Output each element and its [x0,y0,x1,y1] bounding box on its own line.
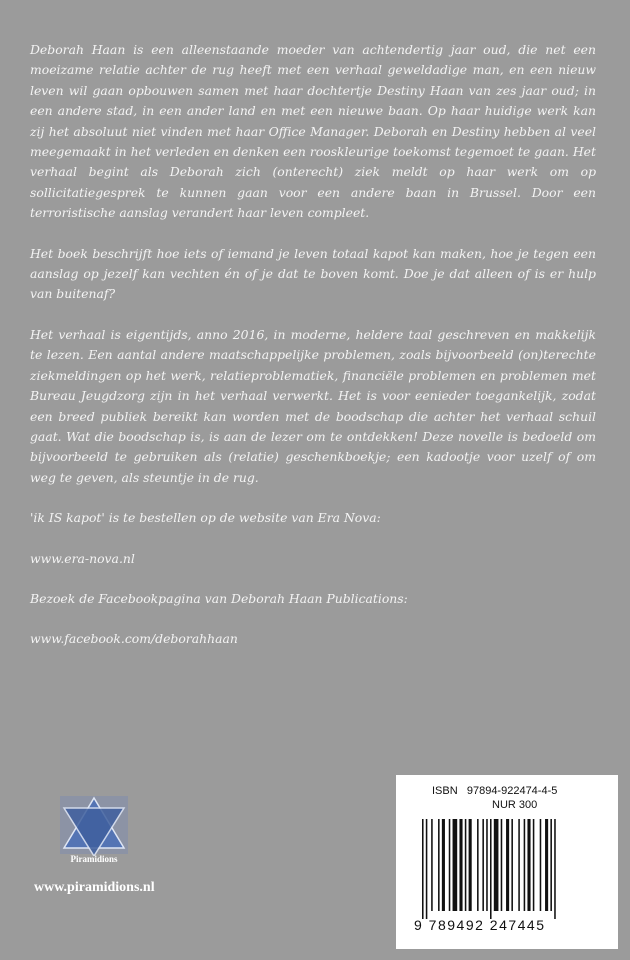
facebook-line: Bezoek de Facebookpagina van Deborah Haan Publications: [30,590,408,606]
publisher-logo [56,796,132,876]
blurb-text [30,40,596,670]
blurb-paragraph-2: Het boek beschrijft hoe iets of iemand je leven totaal kapot kan maken, hoe je tegen een aanslag op jezelf kan vechten én of je dat te boven komt. Doe je dat alleen of is er hulp van buitenaf? [30,245,596,302]
publisher-url: www.piramidions.nl [34,880,155,895]
barcode-panel [396,775,618,949]
blurb-paragraph-1: Deborah Haan is een alleenstaande moeder van achtendertig jaar oud, die net een moeizame relatie achter de rug heeft met een verhaal geweldadige man, en een nieuw leven wil gaan opbouwen samen met haar dochtertje Destiny Haan van zes jaar oud; in een andere stad, in een ander land en met een nieuwe baan. Op haar huidige werk kan zij het absoluut niet vinden met haar Office Manager. Deborah en Destiny hebben al veel meegemaakt in het verleden en denken een rooskleurige toekomst tegemoet te gaan. Het verhaal begint als Deborah zich (onterecht) ziek meldt op haar werk om op sollicitatiegesprek te kunnen gaan voor een andere baan in Brussel. Door een terroristische aanslag verandert haar leven compleet. [30,42,596,221]
barcode-icon [422,819,598,919]
barcode-digits: 9 789492 247445 [414,917,546,933]
nur-text: NUR 300 [492,799,538,811]
era-nova-url: www.era-nova.nl [30,550,135,566]
publisher-logo-label: Piramidions [70,854,118,864]
blurb-paragraph-3: Het verhaal is eigentijds, anno 2016, in moderne, heldere taal geschreven en makkelijk te lezen. Een aantal andere maatschappelijke problemen, zoals bijvoorbeeld (on)terechte ziekmeldingen op het werk, relatieproblematiek, financiële problemen en problemen met Bureau Jeugdzorg zijn in het verhaal verwerkt. Het is voor eenieder toegankelijk, zodat een breed publiek bereikt kan worden met de boodschap die achter het verhaal schuil gaat. Wat die boodschap is, is aan de lezer om te ontdekken! Deze novelle is bedoeld om bijvoorbeeld te gebruiken als (relatie) geschenkboekje; een kadootje voor uzelf of om weg te geven, als steuntje in de rug. [30,326,596,485]
facebook-url: www.facebook.com/deborahhaan [30,631,238,647]
order-line: 'ik IS kapot' is te bestellen op de website van Era Nova: [30,510,381,526]
star-of-david-icon [56,796,132,856]
isbn-text: ISBN 97894-922474-4-5 [432,785,558,797]
